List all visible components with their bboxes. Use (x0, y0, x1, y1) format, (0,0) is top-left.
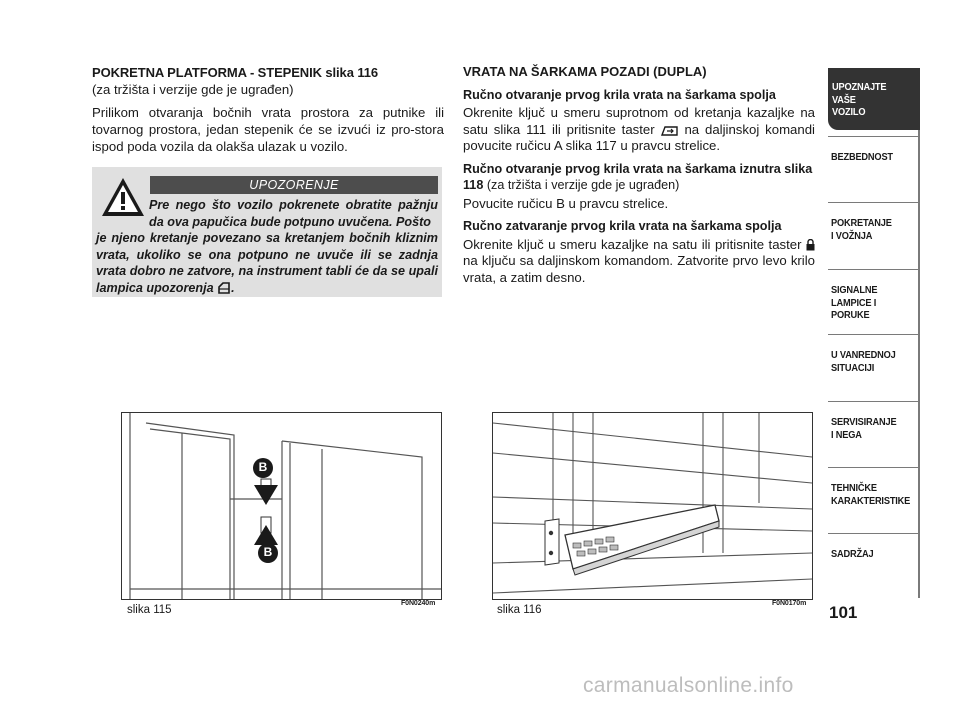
warning-text-end: . (231, 280, 235, 295)
sidebar-tab-label: SIGNALNE LAMPICE I PORUKE (831, 284, 878, 321)
door-open-warning-icon (217, 282, 231, 294)
figure-115-code: F0N0240m (401, 600, 436, 607)
sidebar-tab-label: POKRETANJE I VOŽNJA (831, 217, 892, 242)
sidebar-tab-label: SADRŽAJ (831, 548, 874, 560)
sidebar-tab-label: SERVISIRANJE I NEGA (831, 416, 897, 441)
paragraph-close-outside-b: na ključu sa daljinskom komandom. Zatvorite prvo levo krilo vrata, a zatim desno. (463, 253, 815, 285)
sidebar-tab-bezbednost[interactable] (828, 136, 920, 198)
warning-text-first: Pre nego što vozilo pokrenete obratite pažnju da ova papučica bude potpuno uvučena. Pošto (149, 198, 438, 229)
subheading-open-inside-ref: 118 (463, 178, 484, 192)
left-column (92, 64, 444, 161)
figure-115-illustration (122, 413, 441, 599)
warning-text (96, 197, 438, 296)
callout-b-bottom: B (263, 545, 273, 559)
sidebar-tab-servisiranje[interactable] (828, 401, 920, 463)
subheading-open-outside: Ručno otvaranje prvog krila vrata na šarkama spolja (463, 87, 776, 102)
subheading-open-inside-note: (za tržišta i verzije gde je ugrađen) (483, 178, 680, 192)
paragraph-open-inside: Povucite ručicu B u pravcu strelice. (463, 195, 669, 211)
watermark: carmanualsonline.info (583, 674, 794, 697)
subheading-open-inside-text: Ručno otvaranje prvog krila vrata na šarkama iznutra slika (463, 161, 813, 176)
sidebar-tab-sadrzaj[interactable] (828, 533, 920, 595)
section-heading-platform: POKRETNA PLATFORMA - STEPENIK slika 116 (92, 65, 379, 80)
paragraph-close-outside-a: Okrenite ključ u smeru kazaljke na satu ili pritisnite taster (463, 236, 802, 252)
sidebar-tab-label: UPOZNAJTE VAŠE VOZILO (832, 81, 887, 118)
paragraph-open-outside-a: Okrenite ključ u smeru suprotnom od kretanja kazaljke na satu slika 111 ili pritisnite taster (463, 105, 815, 137)
paragraph-open-outside-b: na daljinskoj komandi povucite ručicu A slika 117 u pravcu strelice. (463, 121, 815, 153)
sidebar-tab-pokretanje[interactable] (828, 202, 920, 264)
right-column (463, 64, 815, 292)
page-number: 101 (829, 603, 858, 622)
sidebar-tab-label: BEZBEDNOST (831, 151, 893, 163)
warning-title: UPOZORENJE (150, 176, 438, 194)
figure-115-caption: slika 115 (127, 604, 172, 616)
figure-116 (492, 412, 813, 600)
subheading-open-inside (463, 161, 815, 194)
figure-116-caption: slika 116 (497, 604, 542, 616)
sidebar-tab-upoznajte[interactable] (828, 68, 920, 130)
sidebar-tab-tehnicke[interactable] (828, 467, 920, 529)
subheading-close-outside: Ručno zatvaranje prvog krila vrata na šarkama spolja (463, 219, 782, 233)
sidebar-tab-vanredna[interactable] (828, 334, 920, 396)
remote-unlock-door-icon (661, 125, 679, 136)
paragraph-close-outside (463, 237, 815, 287)
sidebar-tab-label: TEHNIČKE KARAKTERISTIKE (831, 482, 911, 507)
platform-paragraph: Prilikom otvaranja bočnih vrata prostora za putnike ili tovarnog prostora, jedan stepenik će se izvući iz pro-stora ispod poda vozila da olakša ulazak u vozilo. (92, 105, 444, 154)
market-note: (za tržišta i verzije gde je ugrađen) (92, 82, 294, 97)
section-heading-rear-doors: VRATA NA ŠARKAMA POZADI (DUPLA) (463, 64, 707, 79)
figure-116-code: F0N0170m (772, 600, 807, 607)
warning-text-rest: je njeno kretanje povezano sa kretanjem bočnih kliznim vrata, ukoliko se ona potpuno ne uvuče ili se zadnja vrata dobro ne zatvore, na instrument tabli će da se upali lampica upozorenja (96, 231, 438, 295)
sidebar-tab-label: U VANREDNOJ SITUACIJI (831, 349, 896, 374)
sidebar-tab-signalne[interactable] (828, 269, 920, 331)
figure-115 (121, 412, 442, 600)
paragraph-open-outside (463, 105, 815, 155)
figure-116-illustration (493, 413, 812, 599)
padlock-icon (806, 239, 815, 251)
callout-b-top: B (258, 460, 268, 474)
